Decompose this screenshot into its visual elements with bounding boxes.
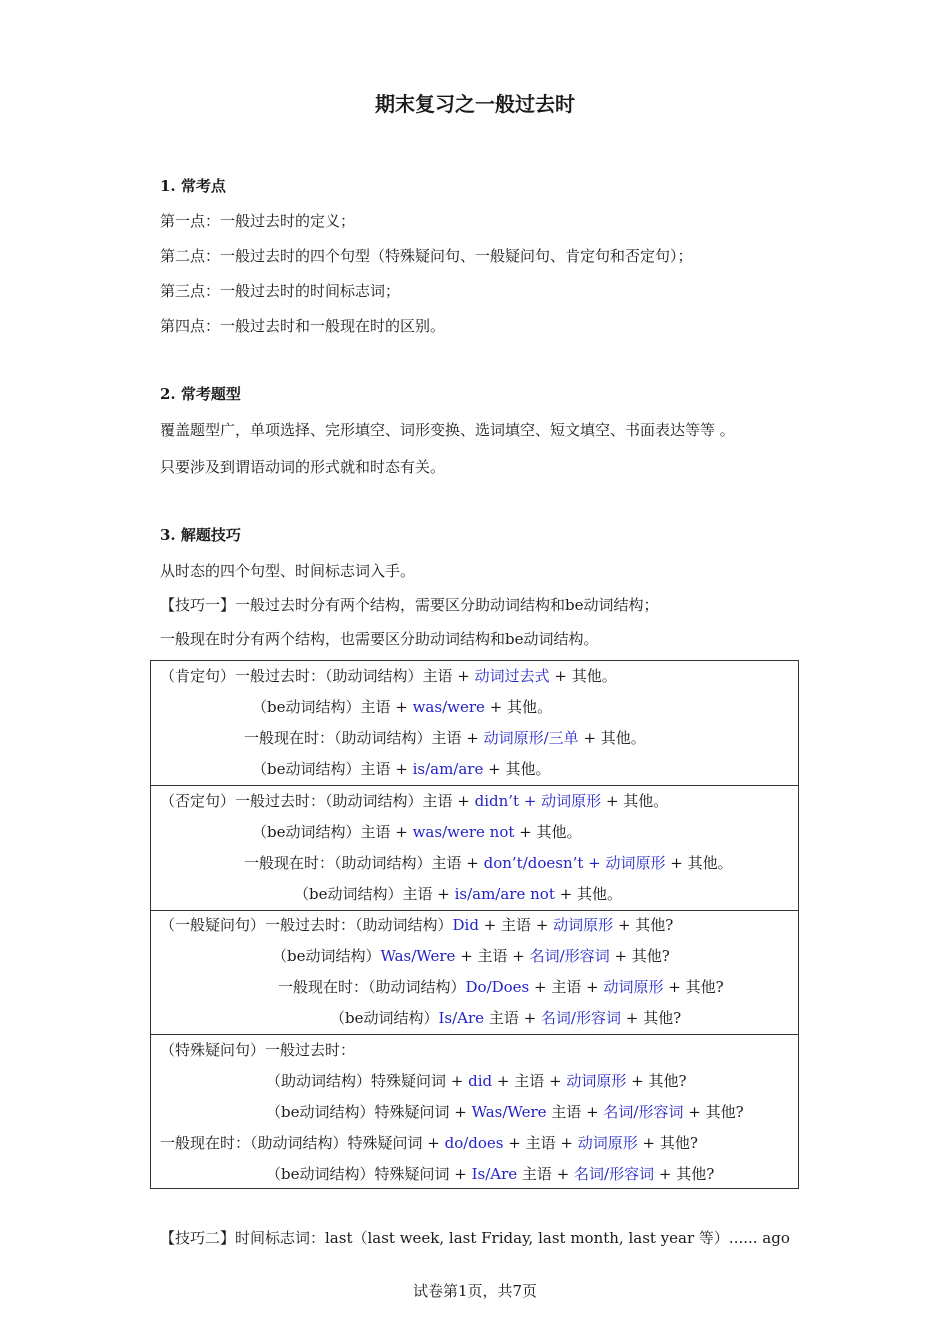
key-point-line: 第四点：一般过去时和一般现在时的区别。 — [160, 317, 446, 335]
page-title: 期末复习之一般过去时 — [375, 92, 575, 116]
table-divider — [151, 1034, 798, 1035]
section-heading-tips: 3. 解题技巧 — [160, 526, 241, 544]
table-row: （be动词结构）Was/Were + 主语 + 名词/形容词 + 其他? — [272, 947, 670, 965]
question-types-line: 只要涉及到谓语动词的形式就和时态有关。 — [160, 458, 446, 476]
key-point-line: 第一点：一般过去时的定义； — [160, 212, 356, 230]
table-divider — [151, 910, 798, 911]
page-footer: 试卷第1页，共7页 — [412, 1282, 538, 1300]
tips-line: 【技巧一】一般过去时分有两个结构，需要区分助动词结构和be动词结构； — [160, 596, 659, 614]
key-point-line: 第三点：一般过去时的时间标志词； — [160, 282, 401, 300]
tips-line: 从时态的四个句型、时间标志词入手。 — [160, 562, 416, 580]
table-row: 一般现在时：（助动词结构）主语 + don’t/doesn’t + 动词原形 + 其他。 — [244, 854, 733, 872]
grammar-structure-table — [150, 660, 799, 1189]
tips-line: 一般现在时分有两个结构，也需要区分助动词结构和be动词结构。 — [160, 630, 599, 648]
table-row: （be动词结构）主语 + was/were + 其他。 — [252, 698, 553, 716]
table-row: （be动词结构）特殊疑问词 + Was/Were 主语 + 名词/形容词 + 其他? — [266, 1103, 744, 1121]
section-heading-key-points: 1. 常考点 — [160, 177, 226, 195]
table-row: （肯定句）一般过去时：（助动词结构）主语 + 动词过去式 + 其他。 — [160, 667, 617, 685]
key-point-line: 第二点：一般过去时的四个句型（特殊疑问句、一般疑问句、肯定句和否定句）； — [160, 247, 693, 265]
table-divider — [151, 785, 798, 786]
tip-two-line: 【技巧二】时间标志词：last（last week, last Friday, last month, last year 等）...... ago — [160, 1229, 790, 1247]
table-row: （be动词结构）Is/Are 主语 + 名词/形容词 + 其他? — [330, 1009, 682, 1027]
table-row: 一般现在时：（助动词结构）Do/Does + 主语 + 动词原形 + 其他? — [278, 978, 724, 996]
table-row: （助动词结构）特殊疑问词 + did + 主语 + 动词原形 + 其他? — [266, 1072, 687, 1090]
table-row: （be动词结构）主语 + is/am/are + 其他。 — [252, 760, 551, 778]
table-row: （否定句）一般过去时：（助动词结构）主语 + didn’t + 动词原形 + 其他。 — [160, 792, 669, 810]
question-types-line: 覆盖题型广，单项选择、完形填空、词形变换、选词填空、短文填空、书面表达等等 。 — [160, 421, 735, 439]
table-row: （一般疑问句）一般过去时：（助动词结构）Did + 主语 + 动词原形 + 其他? — [160, 916, 674, 934]
table-row: 一般现在时：（助动词结构）特殊疑问词 + do/does + 主语 + 动词原形 + 其他? — [160, 1134, 698, 1152]
table-row: （be动词结构）主语 + is/am/are not + 其他。 — [294, 885, 622, 903]
table-row: （be动词结构）特殊疑问词 + Is/Are 主语 + 名词/形容词 + 其他? — [266, 1165, 715, 1183]
table-row: （be动词结构）主语 + was/were not + 其他。 — [252, 823, 582, 841]
table-row: 一般现在时：（助动词结构）主语 + 动词原形/三单 + 其他。 — [244, 729, 646, 747]
section-heading-question-types: 2. 常考题型 — [160, 385, 241, 403]
table-row: （特殊疑问句）一般过去时： — [160, 1041, 356, 1059]
